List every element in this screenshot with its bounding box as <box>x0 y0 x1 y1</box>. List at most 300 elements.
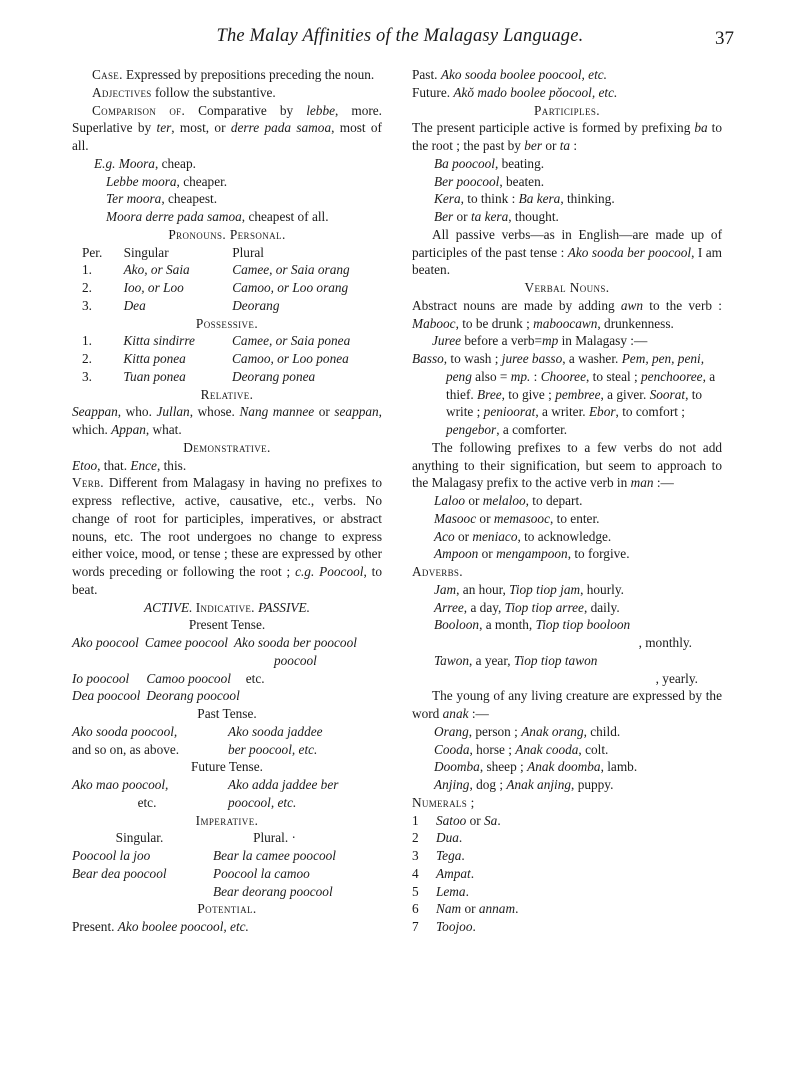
prefix-or-2: or <box>454 528 473 544</box>
comparison-lebbe: lebbe <box>306 102 335 118</box>
present-middle-2: Camoo poocool <box>146 670 231 686</box>
juree-ex-1: Basso <box>412 351 444 366</box>
young-word-1c: Anak cooda <box>515 741 579 757</box>
young-item-3 <box>412 776 722 794</box>
future-tense-table <box>72 776 344 812</box>
table-row <box>72 368 382 386</box>
table-row <box>72 652 363 670</box>
table-row <box>412 847 520 865</box>
numeral-end-5: . <box>515 901 519 917</box>
juree-ex-12: , a thief. <box>446 368 716 402</box>
spacer-cell <box>72 652 145 670</box>
numeral-term-3: Ampat <box>436 865 471 881</box>
present-tense-heading: Present Tense. <box>188 617 266 633</box>
adverb-gloss-0b: , hourly. <box>580 581 624 597</box>
present-passive-cont: poocool <box>274 652 317 668</box>
adverb-gloss-3: , a year, <box>469 652 514 668</box>
participle-item-0 <box>412 155 722 173</box>
relative-word-2: Jullan <box>156 404 190 420</box>
passive-paragraph <box>412 226 722 279</box>
table-row <box>72 297 382 315</box>
table-row <box>72 670 271 688</box>
table-header-row <box>72 244 382 262</box>
relative-conj: or <box>314 404 335 420</box>
comparison-paragraph <box>72 102 382 155</box>
young-item-0 <box>412 723 722 741</box>
table-row <box>72 723 329 741</box>
participle-gloss-1: , beaten. <box>499 173 545 189</box>
demonstrative-heading: Demonstrative. <box>183 439 271 455</box>
juree-ex-17: Soorat <box>649 386 686 402</box>
abstract-text-4: , drunkenness. <box>597 315 674 331</box>
present-active-1: Ako poocool <box>72 635 139 650</box>
numeral-end-0: . <box>497 812 501 828</box>
row-plural: Camee, or Saia ponea <box>232 333 351 349</box>
participle-item-1 <box>412 173 722 191</box>
spacer-cell-2 <box>145 652 234 670</box>
participle-word-0: Ba poocool <box>434 155 495 171</box>
potential-future-line <box>412 84 722 102</box>
young-gloss-3c: , puppy. <box>571 777 614 792</box>
present-passive-1: Ako sooda ber poocool <box>233 635 357 650</box>
prefix-word-0a: Laloo <box>434 493 466 508</box>
present-tense-table <box>72 634 363 670</box>
numeral-word-3 <box>436 865 520 883</box>
row-plural: Camee, or Saia orang <box>232 262 350 278</box>
numeral-or-0: or <box>466 812 485 828</box>
juree-ex-3: juree basso <box>501 351 563 366</box>
young-word-0c: Anak orang <box>521 723 584 739</box>
numeral-term-4: Lema <box>436 883 466 899</box>
row-num: 3. <box>82 297 92 313</box>
relative-word-4: seappan <box>334 404 379 420</box>
participle-gloss-2b: , thinking. <box>560 191 615 207</box>
page-number: 37 <box>715 28 734 49</box>
participle-word-3b: ta kera <box>470 209 509 224</box>
abstract-text-3: , to be drunk ; <box>455 315 534 331</box>
abstract-text-1: Abstract nouns are made by adding <box>412 297 621 313</box>
eg-item-1 <box>72 173 382 191</box>
eg-item-2 <box>72 190 382 208</box>
juree-ex-6: also = <box>471 368 511 384</box>
passive-text-1: All passive verbs—as in English—are made up of participles of the past tense : <box>412 226 722 260</box>
numerals-table <box>412 812 520 936</box>
table-row <box>72 261 382 279</box>
prefixes-text-2: :— <box>653 475 674 491</box>
adverb-word-2b: Tiop tiop booloon <box>535 617 631 633</box>
juree-ex-2: , to wash ; <box>443 351 502 366</box>
prefix-word-2a: Aco <box>434 528 455 544</box>
numeral-term-6: Toojoo <box>436 919 473 934</box>
numeral-term-2: Tega <box>436 848 462 863</box>
passive-heading: PASSIVE. <box>258 599 310 615</box>
juree-ex-9: Chooree <box>540 368 586 384</box>
demonstrative-gloss-2: , this. <box>156 457 187 473</box>
eg-word-2: Ter moora <box>106 191 162 207</box>
adverb-item-3 <box>412 652 722 688</box>
participle-gloss-2: , to think : <box>460 191 519 207</box>
table-row <box>412 812 520 830</box>
imp-col-plural: Plural. · <box>253 830 296 846</box>
prefix-item-2 <box>412 528 722 546</box>
juree-ex-5: Pem, pen, peni, peng <box>446 351 705 384</box>
adverb-gloss-2: , a month, <box>479 617 536 633</box>
adverb-word-0: Jam <box>434 581 457 597</box>
juree-ex-8: : <box>530 368 541 384</box>
numeral-end-4: . <box>465 883 469 899</box>
passive-text-2: , I am beaten. <box>412 244 722 278</box>
left-column <box>72 66 382 936</box>
young-text-2: :— <box>468 706 489 721</box>
present-middle-3: Deorang poocool <box>146 688 240 704</box>
numeral-word-5 <box>436 900 520 918</box>
participles-text-1: The present participle active is formed by prefixing <box>412 120 695 136</box>
participle-gloss-3: or <box>453 209 471 224</box>
adverb-gloss-3b: , yearly. <box>655 670 698 686</box>
row-plural: Deorang ponea <box>232 368 316 384</box>
table-row <box>412 900 520 918</box>
juree-ex-4: , a washer. <box>562 351 622 366</box>
prefix-gloss-1: , to enter. <box>549 510 600 526</box>
numeral-number-5: 6 <box>412 901 419 917</box>
relative-gloss-2: , whose. <box>189 404 240 420</box>
imp-singular-3 <box>72 883 213 901</box>
table-row <box>72 687 271 705</box>
prefix-item-0 <box>412 492 722 510</box>
imperative-table <box>72 829 342 900</box>
past-passive-1: Ako sooda jaddee <box>228 723 323 739</box>
participle-item-2 <box>412 190 722 208</box>
row-singular: Ako, or Saia <box>123 262 190 278</box>
adverb-item-1 <box>412 599 722 617</box>
prefix-or-3: or <box>478 546 497 562</box>
adverb-item-2 <box>412 616 722 652</box>
row-singular: Dea <box>123 297 146 313</box>
demonstrative-gloss-1: , that. <box>97 457 131 473</box>
row-singular: Kitta sindirre <box>123 333 195 349</box>
prefix-item-3 <box>412 545 722 563</box>
relative-gloss-1: , who. <box>117 404 157 420</box>
imp-plural-1: Bear la camee poocool <box>213 848 336 863</box>
abstract-maboocawn: maboocawn <box>533 315 598 331</box>
future-active-1: Ako mao poocool, <box>72 777 169 792</box>
row-singular: Tuan ponea <box>123 368 186 384</box>
table-row <box>412 883 520 901</box>
participles-paragraph <box>412 119 722 155</box>
numeral-term-1: Dua <box>436 830 459 846</box>
two-column-body <box>72 66 728 936</box>
past-active-1: Ako sooda poocool, <box>72 723 178 739</box>
numeral-number-6: 7 <box>412 919 419 934</box>
active-heading: ACTIVE. <box>144 599 193 615</box>
relative-gloss-3: , which. <box>72 404 382 437</box>
verb-text: Different from Malagasy in having no prefixes to express reflective, active, causative, etc., verbs. No change of root for participles, imperatives, or abstract nouns, etc. The root undergoes no change to express either voice, mood, or tense ; these are expressed by other words preceding or following the root ; <box>72 475 383 579</box>
past-tense-heading: Past Tense. <box>197 706 257 721</box>
numeral-alt-5: annam <box>478 901 516 917</box>
potential-past-label: Past. <box>412 67 438 82</box>
row-num: 1. <box>82 333 92 349</box>
young-word-2a: Doomba <box>434 759 480 775</box>
juree-ex-21: Ebor <box>588 404 616 420</box>
future-active-2: etc. <box>137 794 157 810</box>
prefix-word-1a: Masooc <box>434 510 477 526</box>
juree-ex-14: , to give ; <box>501 386 556 402</box>
participles-text-4: : <box>570 138 578 153</box>
prefix-item-1 <box>412 510 722 528</box>
prefix-or-1: or <box>476 510 494 526</box>
row-plural: Camoo, or Loo orang <box>232 280 349 295</box>
eg-label: E.g. <box>94 155 116 171</box>
eg-word-0: Moora <box>118 155 155 171</box>
adverb-word-3b: Tiop tiop tawon <box>513 652 598 668</box>
juree-mp: mp <box>542 333 559 349</box>
abstract-mabooc: Mabooc <box>412 315 456 331</box>
present-active-3: Dea poocool <box>72 688 141 704</box>
prefix-gloss-0: , to depart. <box>525 493 583 508</box>
indicative-heading: Indicative. <box>195 599 255 615</box>
passive-example: Ako sooda ber poocool <box>567 244 692 260</box>
eg-gloss-0: , cheap. <box>154 155 196 171</box>
young-text-1: The young of any living creature are expressed by the word <box>412 688 722 721</box>
page-header <box>72 26 734 60</box>
col-plural: Plural <box>232 244 264 260</box>
numeral-word-2 <box>436 847 520 865</box>
row-plural: Camoo, or Loo ponea <box>232 351 349 366</box>
potential-past-text: Ako sooda boolee poocool, etc. <box>440 67 607 82</box>
abstract-nouns-paragraph <box>412 297 722 333</box>
young-word-0a: Orang <box>434 723 469 739</box>
possessive-heading: Possessive. <box>195 315 259 331</box>
imperative-heading: Imperative. <box>195 812 259 828</box>
eg-gloss-2: , cheapest. <box>161 191 218 207</box>
adverb-gloss-1: , a day, <box>463 599 505 615</box>
juree-paragraph <box>412 332 722 350</box>
participles-heading: Participles. <box>534 102 600 118</box>
participle-gloss-0: , beating. <box>494 155 545 171</box>
participle-word-1: Ber poocool <box>434 173 500 189</box>
numeral-end-2: . <box>461 848 465 863</box>
present-etc: etc. <box>245 670 265 686</box>
verb-poocool: Poocool <box>314 564 364 579</box>
young-gloss-2a: , sheep ; <box>479 759 528 775</box>
row-singular: Ioo, or Loo <box>123 280 184 295</box>
table-row <box>72 865 342 883</box>
past-tense-table <box>72 723 329 759</box>
comparison-text-b: , more. Superlative by <box>72 102 382 136</box>
juree-word: Juree <box>432 333 462 349</box>
verbal-nouns-heading: Verbal Nouns. <box>524 280 610 295</box>
relative-paragraph <box>72 403 382 439</box>
eg-word-1: Lebbe moora <box>106 173 177 189</box>
adverb-word-1b: Tiop tiop arree <box>504 599 584 615</box>
adverb-word-0b: Tiop tiop jam <box>509 581 581 597</box>
young-paragraph <box>412 687 722 723</box>
comparison-ter: ter <box>156 120 172 136</box>
prefix-or-0: or <box>465 493 483 508</box>
eg-item-3 <box>72 208 382 226</box>
running-title: The Malay Affinities of the Malagasy Language. <box>216 26 584 46</box>
adjectives-text: follow the substantive. <box>154 84 276 100</box>
voice-headings <box>72 599 382 617</box>
table-row <box>72 794 344 812</box>
juree-ex-23: pengebor <box>446 422 497 437</box>
juree-ex-22: , to comfort ; <box>615 404 685 420</box>
adverb-word-1: Arree <box>434 599 464 615</box>
numeral-term-5: Nam <box>436 901 462 917</box>
relative-gloss-4: , what. <box>145 422 182 437</box>
numeral-number-1: 2 <box>412 830 419 846</box>
eg-gloss-3: , cheapest of all. <box>241 209 329 224</box>
numeral-word-6 <box>436 918 520 936</box>
case-label: Case. <box>92 67 123 82</box>
table-row <box>72 634 363 652</box>
juree-ex-13: Bree <box>477 386 502 402</box>
prefixes-man: man <box>630 475 654 491</box>
relative-word-3: Nang mannee <box>239 404 315 420</box>
imp-singular-2: Bear dea poocool <box>72 865 167 881</box>
imp-plural-3: Bear deorang poocool <box>213 883 333 899</box>
numeral-or-5: or <box>461 901 479 917</box>
table-row <box>72 279 382 297</box>
relative-word-1: Seappan <box>72 404 118 420</box>
demonstrative-word-2: Ence <box>130 457 157 473</box>
row-num: 2. <box>82 280 92 295</box>
numeral-word-0 <box>436 812 520 830</box>
numeral-number-3: 4 <box>412 865 419 881</box>
pronouns-heading: Pronouns. Personal. <box>168 226 286 242</box>
adjectives-label: Adjectives <box>92 84 152 100</box>
juree-ex-19: penioorat <box>483 404 536 420</box>
participles-ber: ber <box>524 138 542 153</box>
numeral-number-2: 3 <box>412 848 419 863</box>
juree-ex-16: , a giver. <box>600 386 650 402</box>
abstract-awn: awn <box>620 297 644 313</box>
participle-word-3: Ber <box>434 209 454 224</box>
participles-ba: ba <box>694 120 708 136</box>
young-item-2 <box>412 758 722 776</box>
numeral-number-4: 5 <box>412 883 419 899</box>
adverb-gloss-2b: , monthly. <box>638 635 692 650</box>
verb-end: , to beat. <box>72 564 382 597</box>
comparison-text-d: , most of all. <box>72 120 382 153</box>
young-gloss-2c: , lamb. <box>600 759 638 775</box>
comparison-label: Comparison of. <box>92 102 186 118</box>
verb-label: Verb. <box>72 475 104 491</box>
future-tense-heading: Future Tense. <box>191 759 263 775</box>
juree-ex-24: , a comforter. <box>496 422 568 437</box>
potential-present-label: Present. <box>72 919 115 934</box>
participle-gloss-3b: , thought. <box>508 209 559 224</box>
numerals-heading: Numerals ; <box>412 794 475 810</box>
numeral-end-6: . <box>472 919 476 934</box>
participle-word-2b: Ba kera <box>518 191 561 207</box>
adverb-word-3: Tawon <box>434 652 469 668</box>
row-num: 2. <box>82 351 92 366</box>
prefix-gloss-3: , to forgive. <box>567 546 630 562</box>
verb-cg: c.g. <box>295 564 315 579</box>
past-active-2: and so on, as above. <box>72 741 180 757</box>
demonstrative-word-1: Etoo <box>72 457 98 473</box>
row-num: 1. <box>82 262 92 278</box>
juree-examples-paragraph <box>412 350 722 439</box>
table-row <box>412 865 520 883</box>
participle-word-2: Kera <box>434 191 461 207</box>
young-gloss-0a: , person ; <box>468 723 522 739</box>
potential-heading: Potential. <box>197 901 257 917</box>
participles-ta: ta <box>559 138 571 153</box>
adverb-gloss-0: , an hour, <box>456 581 510 597</box>
juree-ex-20: , a writer. <box>535 404 589 420</box>
participles-text-2: to the root ; the past by <box>412 120 723 153</box>
numeral-number-0: 1 <box>412 812 419 828</box>
present-tense-table-2 <box>72 670 271 706</box>
prefix-word-0c: melaloo <box>482 493 526 508</box>
prefix-gloss-2: , to acknowledge. <box>517 528 612 544</box>
imp-singular-1: Poocool la joo <box>72 848 151 863</box>
present-middle-1: Camee poocool <box>144 635 228 650</box>
potential-future-label: Future. <box>412 84 451 100</box>
young-item-1 <box>412 741 722 759</box>
adverb-gloss-1b: , daily. <box>583 599 620 615</box>
participle-item-3 <box>412 208 722 226</box>
prefixes-paragraph <box>412 439 722 492</box>
participles-text-3: or <box>542 138 560 153</box>
young-gloss-3a: , dog ; <box>469 777 507 792</box>
young-gloss-1c: , colt. <box>578 741 609 757</box>
future-passive-1: Ako adda jaddee ber <box>228 777 339 792</box>
eg-gloss-1: , cheaper. <box>176 173 228 189</box>
future-passive-2: poocool, etc. <box>228 794 297 810</box>
imp-plural-2: Poocool la camoo <box>213 865 310 881</box>
abstract-text-2: to the verb : <box>643 297 722 313</box>
table-row <box>72 883 342 901</box>
juree-text-2: in Malagasy :— <box>558 333 648 349</box>
table-row <box>72 350 382 368</box>
row-plural: Deorang <box>232 297 280 313</box>
table-row <box>412 918 520 936</box>
imp-col-singular: Singular. <box>115 830 164 846</box>
young-gloss-1a: , horse ; <box>469 741 516 757</box>
juree-ex-7: mp. <box>510 368 531 384</box>
juree-ex-15: pembree <box>555 386 601 402</box>
table-row <box>412 829 520 847</box>
adverbs-heading: Adverbs. <box>412 564 463 579</box>
young-word-3c: Anak anjing <box>506 777 572 792</box>
potential-present-text: Ako boolee poocool, etc. <box>117 919 249 934</box>
numeral-alt-0: Sa <box>484 812 498 828</box>
present-active-2: Io poocool <box>72 670 130 686</box>
prefix-word-3c: mengampoon <box>496 546 568 562</box>
young-anak: anak <box>442 706 469 721</box>
young-gloss-0c: , child. <box>583 723 621 739</box>
table-row <box>72 776 344 794</box>
juree-ex-18: , to write ; <box>446 386 703 420</box>
young-word-3a: Anjing <box>434 777 470 792</box>
numeral-word-1 <box>436 829 520 847</box>
relative-heading: Relative. <box>200 386 254 402</box>
prefix-word-1c: memasooc <box>493 510 550 526</box>
table-row <box>72 847 342 865</box>
adverb-word-2: Booloon <box>434 617 480 633</box>
past-passive-2: ber poocool, etc. <box>228 741 318 757</box>
case-text: Expressed by prepositions preceding the noun. <box>126 67 375 82</box>
pronouns-personal-table <box>72 244 382 315</box>
prefix-word-2c: meniaco <box>472 528 518 544</box>
row-singular: Kitta ponea <box>123 351 186 366</box>
juree-ex-10: , to steal ; <box>586 368 642 384</box>
case-paragraph <box>72 66 382 84</box>
adverb-item-0 <box>412 581 722 599</box>
